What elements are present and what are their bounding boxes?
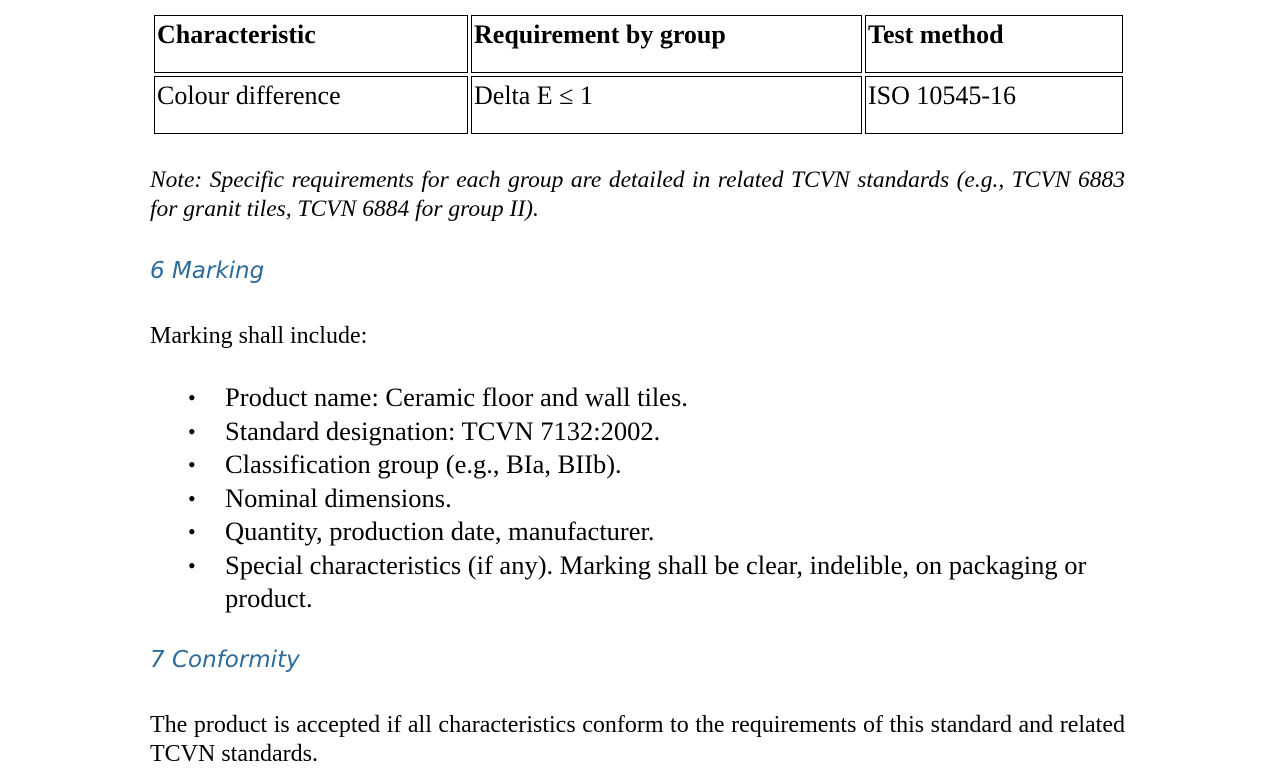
- bullet-icon: •: [188, 418, 196, 444]
- list-item-text: Special characteristics (if any). Marking shall be clear, indelible, on packaging or product.: [225, 549, 1087, 613]
- list-item: [150, 448, 1125, 482]
- marking-list: [150, 381, 1125, 616]
- table-header-cell: Requirement by group: [471, 15, 862, 73]
- list-item-text: Standard designation: TCVN 7132:2002.: [225, 415, 661, 446]
- bullet-icon: •: [188, 485, 196, 511]
- list-item: [150, 415, 1125, 449]
- table-cell: ISO 10545-16: [865, 76, 1123, 134]
- list-item-text: Nominal dimensions.: [225, 482, 452, 513]
- bullet-icon: •: [188, 385, 196, 410]
- list-item: [150, 381, 1125, 415]
- list-item-text: Classification group (e.g., BIa, BIIb).: [225, 449, 622, 479]
- list-item: [150, 515, 1125, 549]
- table-row: [154, 76, 1123, 134]
- bullet-icon: •: [188, 452, 196, 477]
- table-note: Note: Specific requirements for each group are detailed in related TCVN standards (e.g., TCVN 6883 for granit tiles, TCVN 6884 for group II).: [150, 167, 1125, 222]
- table-header-row: [154, 15, 1123, 73]
- table-header-cell: Test method: [865, 15, 1123, 73]
- section-heading-conformity: 7 Conformity: [150, 647, 300, 673]
- requirements-table: [151, 12, 1126, 137]
- marking-intro: Marking shall include:: [150, 323, 368, 349]
- bullet-icon: •: [188, 519, 196, 544]
- table-cell: Delta E ≤ 1: [471, 76, 862, 134]
- list-item: [150, 482, 1125, 516]
- section-heading-marking: 6 Marking: [150, 258, 265, 284]
- list-item-text: Product name: Ceramic floor and wall tiles.: [225, 382, 688, 412]
- table-cell: Colour difference: [154, 76, 468, 134]
- list-item-text: Quantity, production date, manufacturer.: [225, 516, 655, 546]
- list-item: [150, 549, 1125, 616]
- conformity-text: The product is accepted if all characteristics conform to the requirements of this standard and related TCVN standards.: [150, 712, 1125, 767]
- table-header-cell: Characteristic: [154, 15, 468, 73]
- bullet-icon: •: [188, 552, 196, 578]
